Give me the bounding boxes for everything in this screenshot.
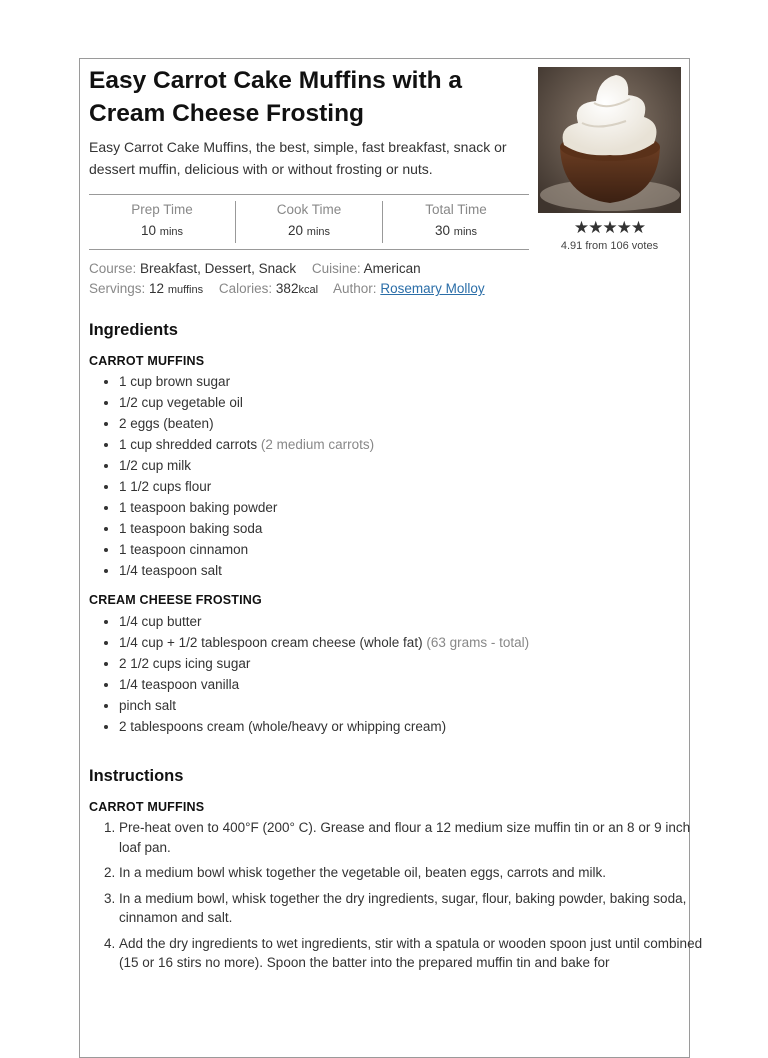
ingredient-item xyxy=(119,371,699,392)
ingredient-item xyxy=(119,497,699,518)
ingredient-text: 1 cup brown sugar xyxy=(119,374,231,389)
prep-time xyxy=(89,201,236,243)
ingredient-item xyxy=(119,674,699,695)
ingredient-text: 1/2 cup vegetable oil xyxy=(119,395,243,410)
total-time-value: 30 xyxy=(434,223,451,238)
ingredient-item xyxy=(119,632,699,653)
calories-unit: kcal xyxy=(298,284,319,296)
recipe-title: Easy Carrot Cake Muffins with a Cream Cheese Frosting xyxy=(89,67,463,127)
ingredient-item xyxy=(119,455,699,476)
ingredient-group-title: CARROT MUFFINS xyxy=(89,354,205,368)
prep-time-label: Prep Time xyxy=(131,202,193,217)
ingredient-item xyxy=(119,716,699,737)
ingredient-item xyxy=(119,476,699,497)
cuisine-label: Cuisine: xyxy=(311,261,361,276)
ingredient-text: 2 tablespoons cream (whole/heavy or whipping cream) xyxy=(119,719,447,734)
cook-time-unit: mins xyxy=(306,226,331,238)
ingredient-text: 2 1/2 cups icing sugar xyxy=(119,656,251,671)
course-label: Course: xyxy=(89,261,137,276)
instruction-step: 2. In a medium bowl whisk together the vegetable oil, beaten eggs, carrots and milk. xyxy=(119,863,709,883)
ingredient-item xyxy=(119,434,699,455)
ingredient-item xyxy=(119,560,699,581)
ingredient-item xyxy=(119,392,699,413)
ingredients-heading: Ingredients xyxy=(89,321,178,339)
instructions-heading: Instructions xyxy=(89,767,184,785)
author-link[interactable]: Rosemary Molloy xyxy=(380,281,485,296)
recipe-summary: Easy Carrot Cake Muffins, the best, simple, fast breakfast, snack or dessert muffin, delicious with or without frosting or nuts. xyxy=(89,139,507,177)
prep-time-value: 10 xyxy=(140,223,157,238)
ingredient-text: 1 teaspoon baking soda xyxy=(119,521,263,536)
ingredient-text: 2 eggs (beaten) xyxy=(119,416,214,431)
ingredient-item xyxy=(119,695,699,716)
ingredient-text: 1 teaspoon baking powder xyxy=(119,500,278,515)
cook-time-value: 20 xyxy=(287,223,304,238)
instruction-step: 4. Add the dry ingredients to wet ingredients, stir with a spatula or wooden spoon just until combined (15 or 16 stirs no more). Spoon the batter into the prepared muffin tin and bake for xyxy=(119,934,709,973)
servings-label: Servings: xyxy=(89,281,146,296)
recipe-rating xyxy=(538,219,681,252)
servings-unit: muffins xyxy=(167,284,204,296)
recipe-photo xyxy=(538,67,681,213)
instruction-step: 1. Pre-heat oven to 400°F (200° C). Grease and flour a 12 medium size muffin tin or an 8 or 9 inch loaf pan. xyxy=(119,818,709,857)
ingredient-item xyxy=(119,539,699,560)
cook-time xyxy=(236,201,383,243)
ingredient-group-title: CREAM CHEESE FROSTING xyxy=(89,593,262,607)
total-time xyxy=(383,201,529,243)
cook-time-label: Cook Time xyxy=(276,202,342,217)
ingredient-item xyxy=(119,653,699,674)
calories-label: Calories: xyxy=(218,281,273,296)
ingredient-text: 1 teaspoon cinnamon xyxy=(119,542,249,557)
recipe-meta xyxy=(89,259,689,300)
cuisine-value: American xyxy=(363,261,421,276)
ingredient-text: pinch salt xyxy=(119,698,177,713)
rating-votes: 4.91 from 106 votes xyxy=(560,240,659,252)
course-value: Breakfast, Dessert, Snack xyxy=(140,261,297,276)
author-label: Author: xyxy=(333,281,377,296)
instruction-step: 3. In a medium bowl, whisk together the dry ingredients, sugar, flour, baking powder, baking soda, cinnamon and salt. xyxy=(119,889,709,928)
ingredient-text: 1/4 teaspoon salt xyxy=(119,563,222,578)
meta-row-2 xyxy=(89,279,689,300)
ingredient-text: 1/4 teaspoon vanilla xyxy=(119,677,240,692)
total-time-unit: mins xyxy=(453,226,478,238)
instruction-list xyxy=(89,818,709,979)
ingredient-text: 1/4 cup + 1/2 tablespoon cream cheese (whole fat) xyxy=(119,635,423,650)
calories-value: 382 xyxy=(275,281,299,296)
total-time-label: Total Time xyxy=(425,202,487,217)
ingredient-item xyxy=(119,518,699,539)
ingredient-list xyxy=(89,371,699,581)
ingredient-item xyxy=(119,413,699,434)
ingredient-note: (2 medium carrots) xyxy=(260,437,375,452)
recipe-times xyxy=(89,194,529,250)
rating-stars[interactable]: ★★★★★ xyxy=(573,218,646,237)
prep-time-unit: mins xyxy=(159,226,184,238)
muffin-image xyxy=(538,67,681,213)
ingredient-note: (63 grams - total) xyxy=(426,635,530,650)
ingredient-text: 1/4 cup butter xyxy=(119,614,202,629)
ingredient-list xyxy=(89,611,699,737)
instruction-group-title: CARROT MUFFINS xyxy=(89,800,205,814)
ingredient-text: 1 cup shredded carrots xyxy=(119,437,258,452)
ingredient-item xyxy=(119,611,699,632)
ingredient-text: 1/2 cup milk xyxy=(119,458,192,473)
meta-row-1 xyxy=(89,259,689,279)
ingredient-text: 1 1/2 cups flour xyxy=(119,479,212,494)
servings-value[interactable]: 12 xyxy=(149,281,165,296)
